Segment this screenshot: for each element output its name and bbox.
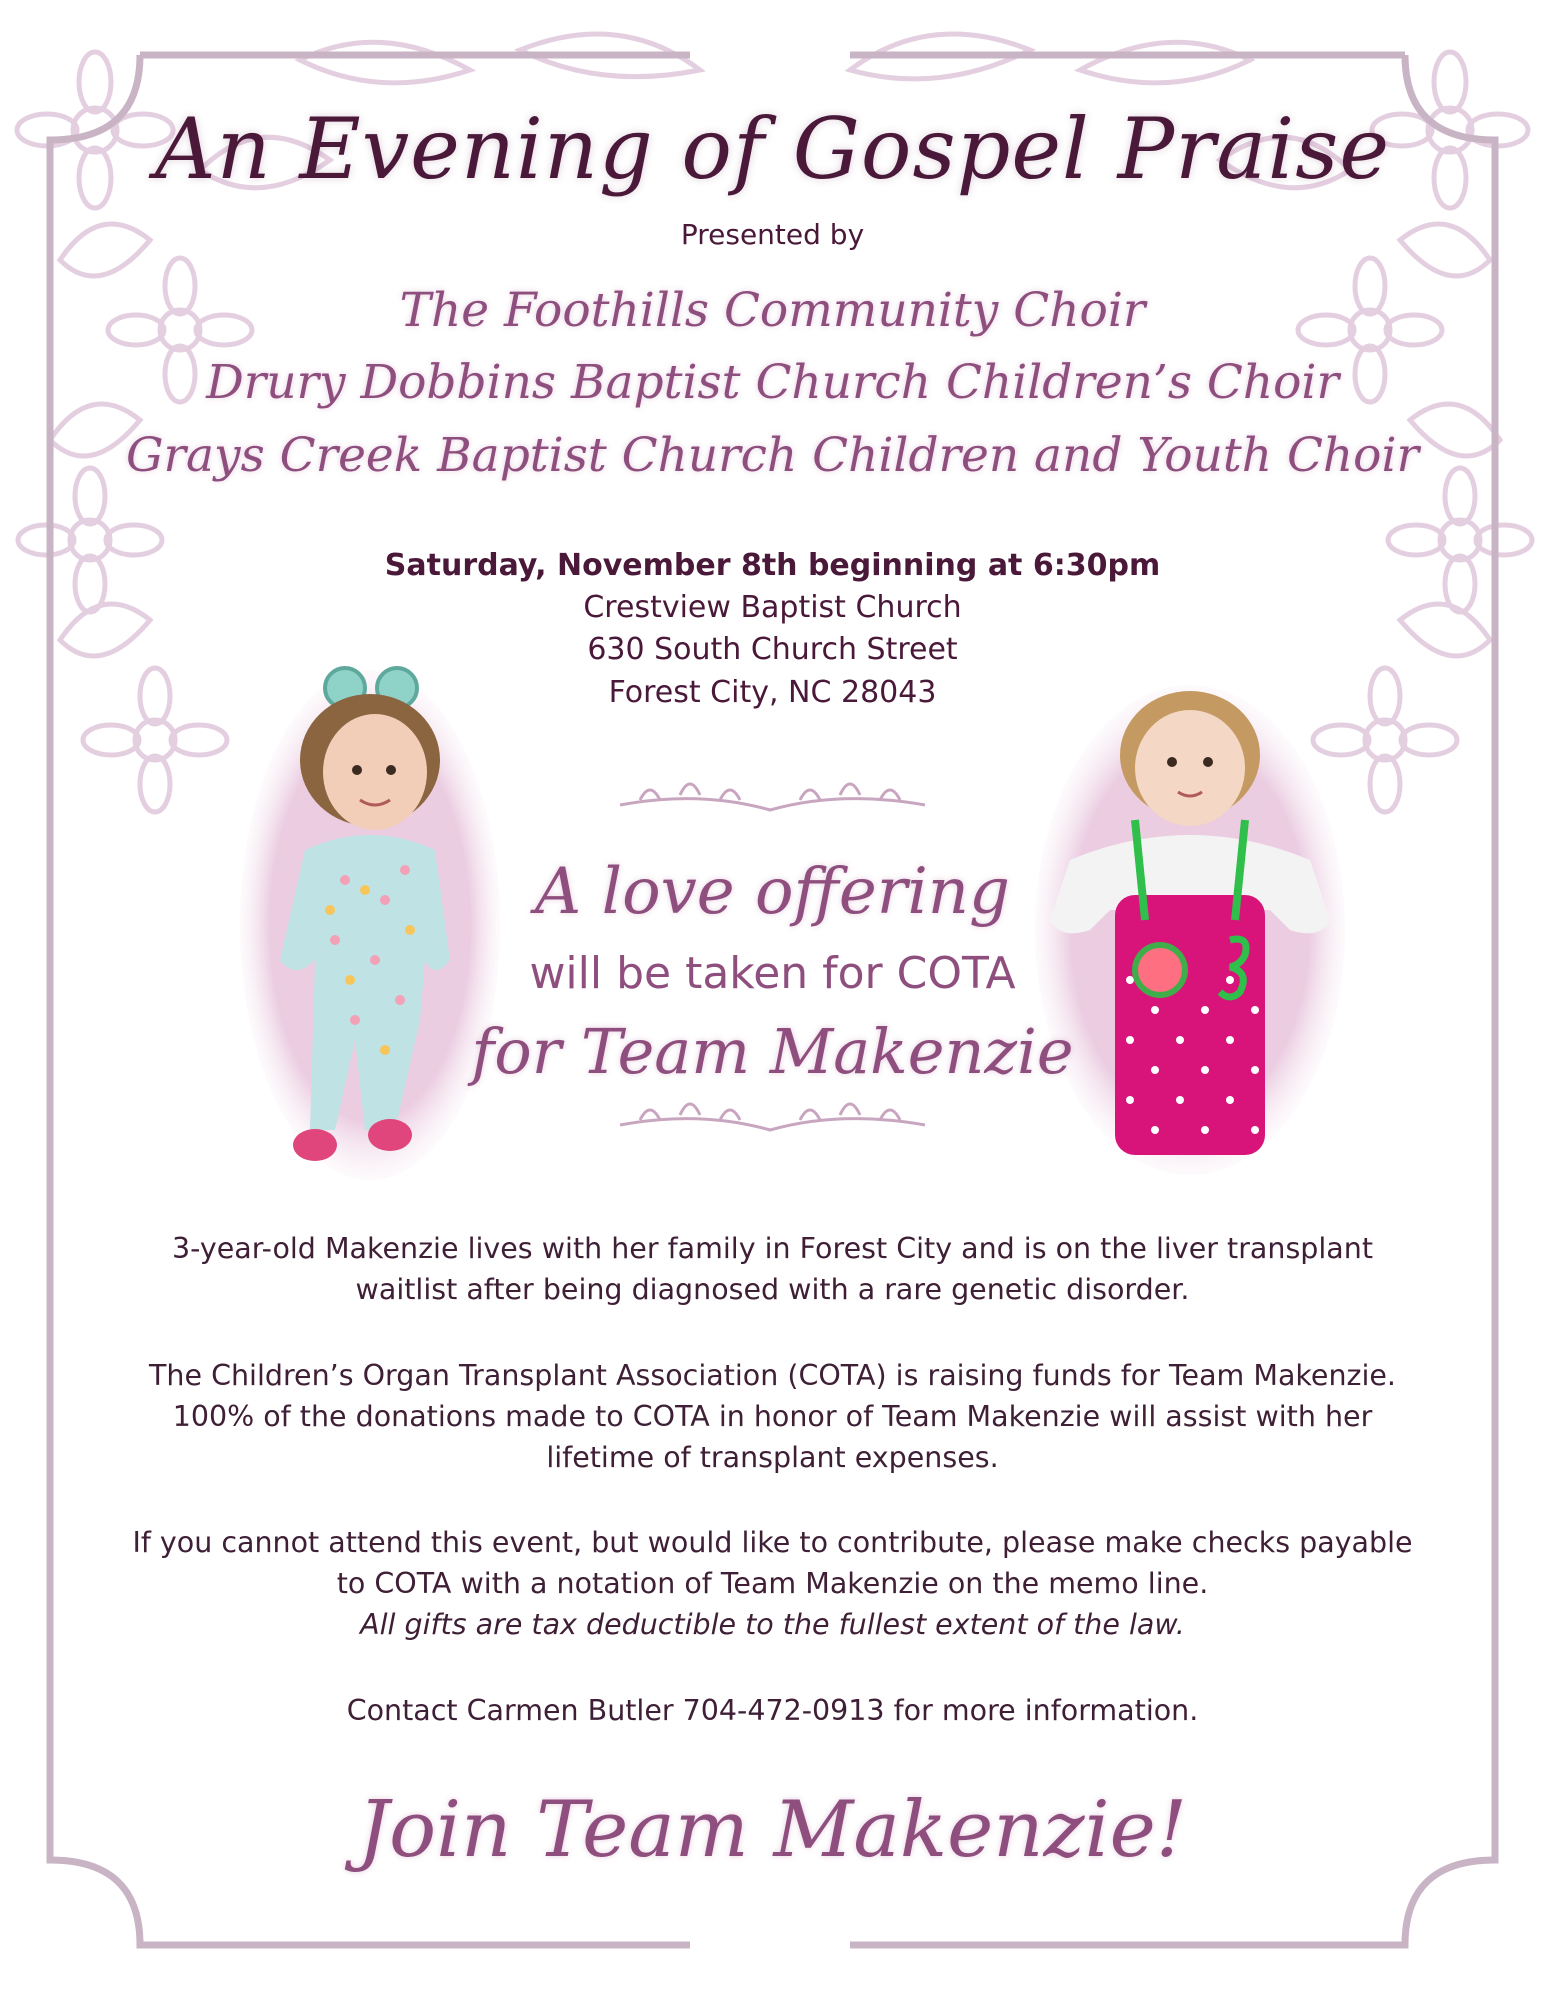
closing-call-to-action: Join Team Makenzie! [357, 1785, 1188, 1875]
offering-line-1: A love offering [535, 855, 1010, 929]
choir-3: Grays Creek Baptist Church Children and Youth Choir [126, 428, 1419, 483]
tax-note: All gifts are tax deductible to the fullest extent of the law. [360, 1608, 1185, 1641]
offering-line-3: for Team Makenzie [471, 1015, 1074, 1088]
offering-line-2: will be taken for COTA [529, 948, 1016, 999]
choir-2: Drury Dobbins Baptist Church Children’s Choir [206, 355, 1339, 410]
choir-1: The Foothills Community Choir [399, 283, 1146, 338]
event-city: Forest City, NC 28043 [608, 675, 937, 710]
presented-by: Presented by [680, 218, 865, 251]
contact-info: Contact Carmen Butler 704-472-0913 for more information. [346, 1694, 1199, 1727]
story-paragraph-1: 3-year-old Makenzie lives with her family in Forest City and is on the liver transplant waitlist after being diagnosed with a rare genetic disorder. [171, 1232, 1374, 1306]
story-paragraph-3: If you cannot attend this event, but would like to contribute, please make checks payable to COTA with a notation of Team Makenzie on the memo line. All gifts are tax deductible to the fullest extent of the law. [0, 1522, 1545, 1645]
event-datetime: Saturday, November 8th beginning at 6:30pm [384, 548, 1161, 583]
event-street: 630 South Church Street [587, 632, 958, 667]
child-photo-right [1030, 680, 1350, 1180]
event-venue: Crestview Baptist Church [583, 590, 962, 625]
event-title: An Evening of Gospel Praise [154, 100, 1391, 198]
story-paragraph-2: The Children’s Organ Transplant Association (COTA) is raising funds for Team Makenzie. 100% of the donations made to COTA in honor of Team Makenzie will assist with her lifetime of transplant expenses. [149, 1359, 1396, 1474]
